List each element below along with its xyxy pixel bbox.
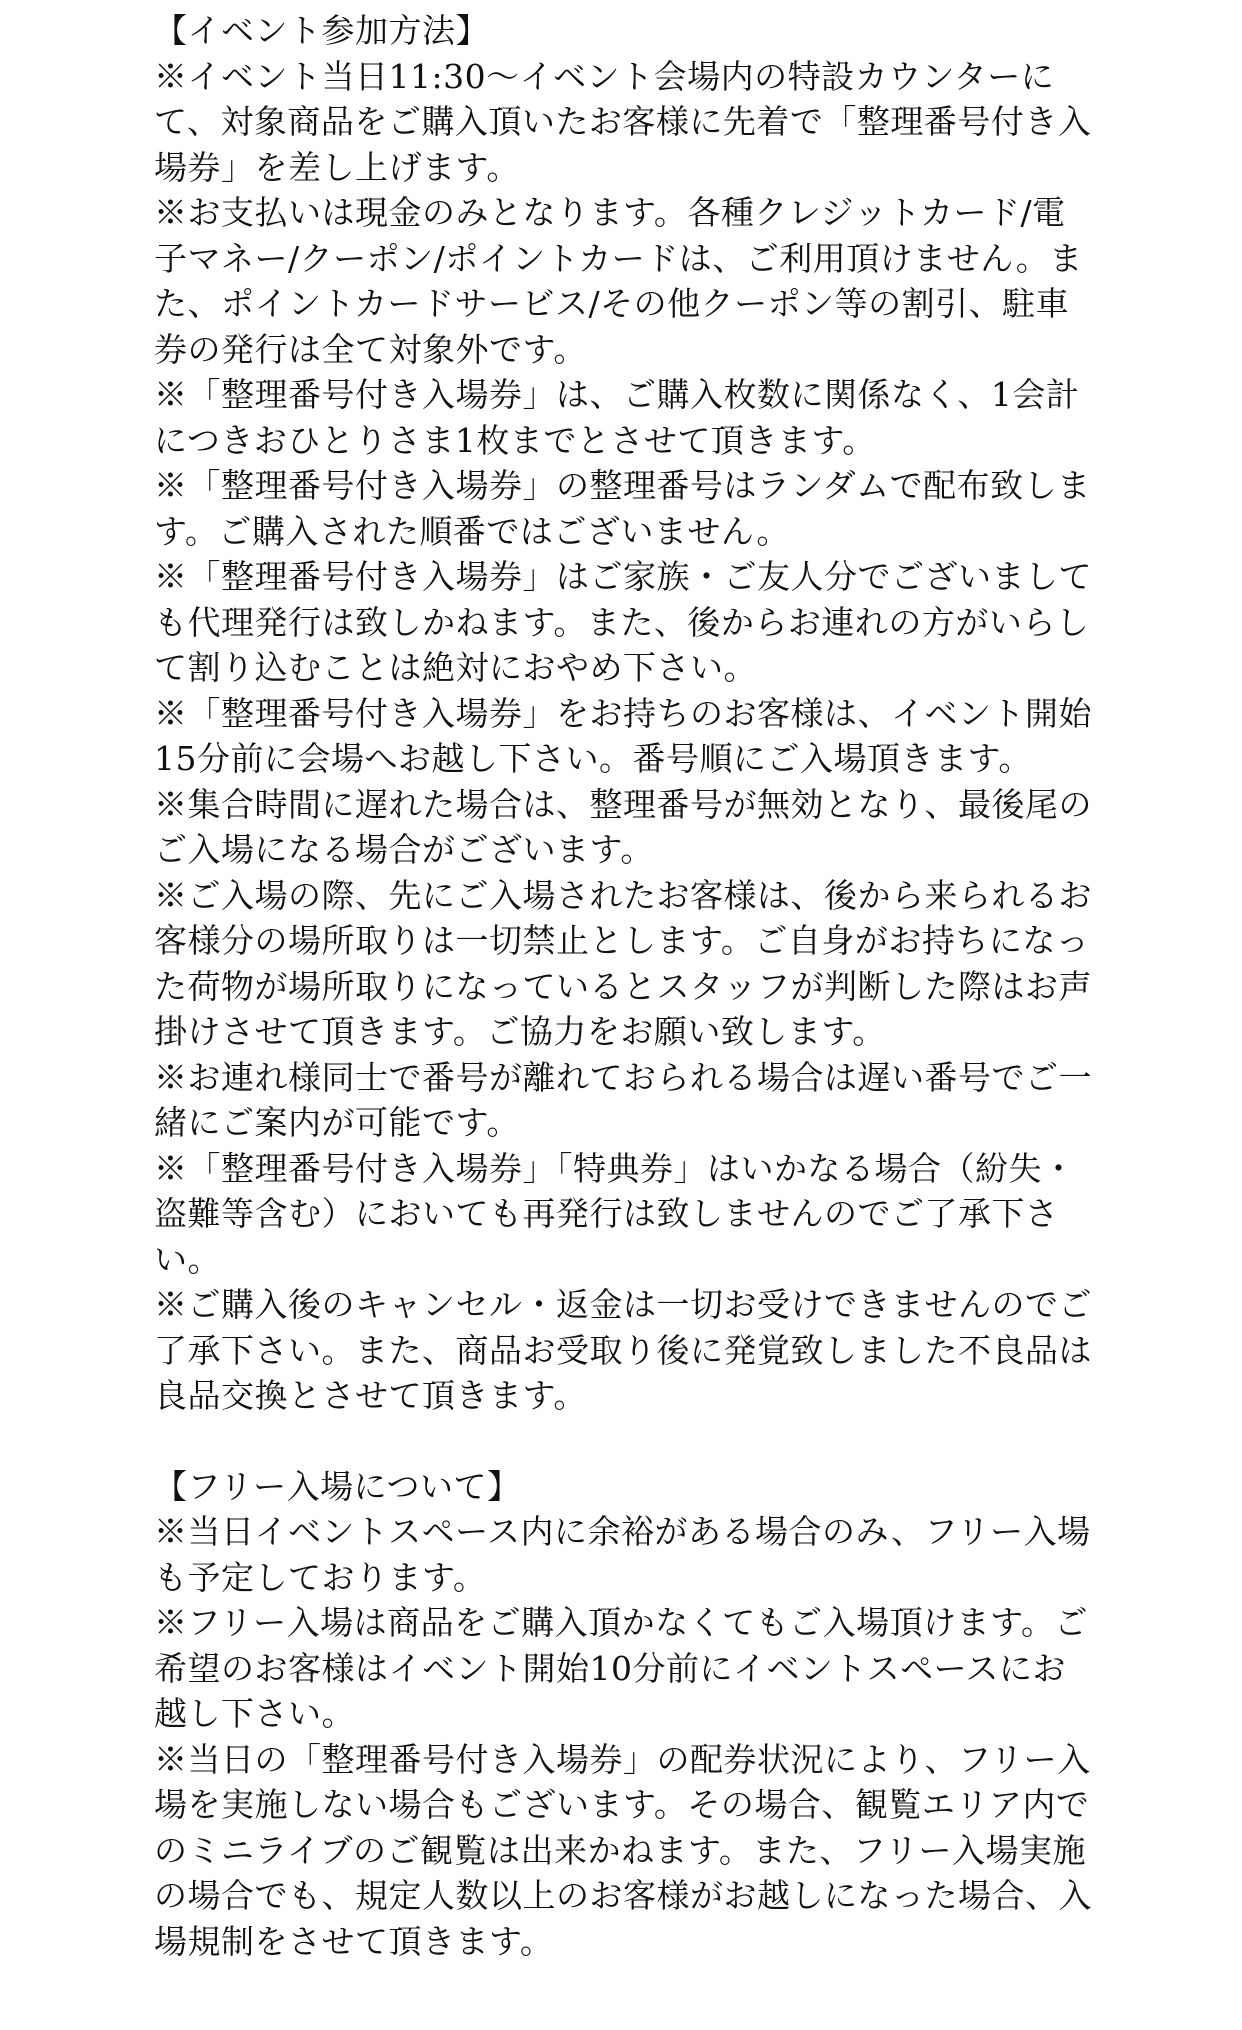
notice-item: ※「整理番号付き入場券」の整理番号はランダムで配布致します。ご購入された順番ではございません。 [154, 466, 1091, 551]
section-heading: 【イベント参加方法】 [154, 11, 489, 50]
section-heading: 【フリー入場について】 [154, 1466, 521, 1506]
notice-item: ※「整理番号付き入場券」は、ご購入枚数に関係なく、1会計につきおひとりさま1枚までとさせて頂きます。 [154, 375, 1080, 460]
notice-item: ※イベント当日11:30〜イベント会場内の特設カウンターにて、対象商品をご購入頂いたお客様に先着で「整理番号付き入場券」を差し上げます。 [154, 56, 1092, 187]
notice-item: ※フリー入場は商品をご購入頂かなくてもご入場頂けます。ご希望のお客様はイベント開始10分前にイベントスペースにお越し下さい。 [154, 1603, 1089, 1733]
notice-item: ※当日イベントスペース内に余裕がある場合のみ、フリー入場も予定しております。 [154, 1512, 1091, 1597]
notice-item: ※「整理番号付き入場券」はご家族・ご友人分でございましても代理発行は致しかねます。また、後からお連れの方がいらして割り込むことは絶対におやめ下さい。 [154, 557, 1092, 687]
event-notice [154, 8, 1094, 1964]
notice-item: ※「整理番号付き入場券」「特典券」はいかなる場合（紛失・盗難等含む）においても再発行は致しませんのでご了承下さい。 [154, 1148, 1076, 1279]
section-participation [154, 8, 1094, 1419]
notice-item: ※お連れ様同士で番号が離れておられる場合は遅い番号でご一緒にご案内が可能です。 [154, 1057, 1092, 1142]
notice-item: ※集合時間に遅れた場合は、整理番号が無効となり、最後尾のご入場になる場合がございます。 [154, 784, 1092, 869]
notice-item: ※ご購入後のキャンセル・返金は一切お受けできませんのでご了承下さい。また、商品お受取り後に発覚致しました不良品は良品交換とさせて頂きます。 [154, 1285, 1092, 1415]
notice-item: ※お支払いは現金のみとなります。各種クレジットカード/電子マネー/クーポン/ポイントカードは、ご利用頂けません。また、ポイントカードサービス/その他クーポン等の割引、駐車券の発行は全て対象外です。 [154, 193, 1083, 369]
notice-item: ※ご入場の際、先にご入場されたお客様は、後から来られるお客様分の場所取りは一切禁止とします。ご自身がお持ちになった荷物が場所取りになっているとスタッフが判断した際はお声掛けさせて頂きます。ご協力をお願い致します。 [154, 875, 1092, 1051]
notice-item: ※「整理番号付き入場券」をお持ちのお客様は、イベント開始15分前に会場へお越し下さい。番号順にご入場頂きます。 [154, 693, 1092, 778]
notice-item: ※当日の「整理番号付き入場券」の配券状況により、フリー入場を実施しない場合もございます。その場合、観覧エリア内でのミニライブのご観覧は出来かねます。また、フリー入場実施の場合でも、規定人数以上のお客様がお越しになった場合、入場規制をさせて頂きます。 [154, 1739, 1092, 1961]
section-free-entry [154, 1464, 1094, 1965]
